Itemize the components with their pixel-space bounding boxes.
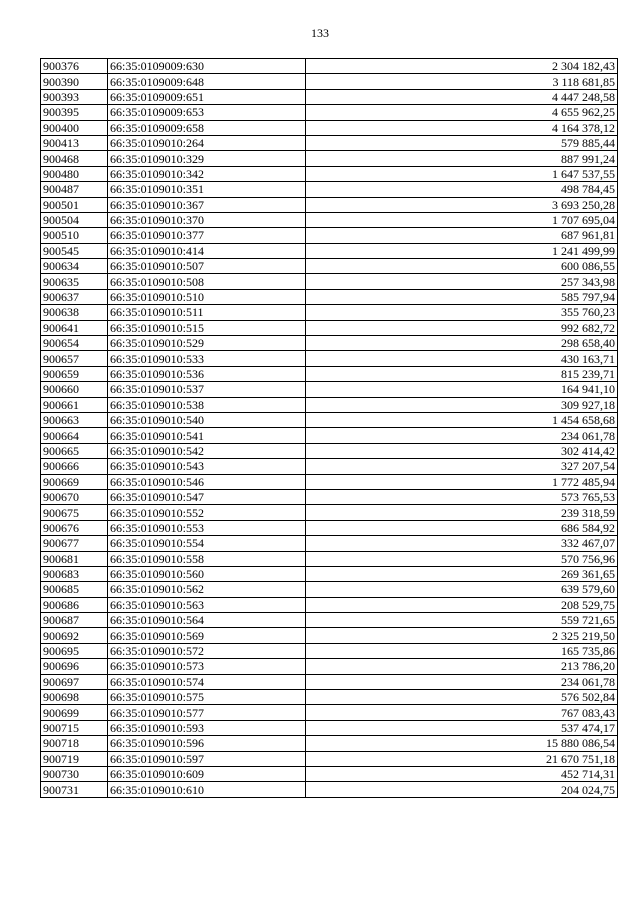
cadastral-number-cell: 66:35:0109010:529 [108,336,306,351]
record-id-cell: 900715 [41,720,108,735]
table-row [41,412,618,427]
table-row [41,120,618,135]
amount-cell: 332 467,07 [306,536,618,551]
record-id-cell: 900510 [41,228,108,243]
table-row [41,59,618,74]
amount-cell: 3 118 681,85 [306,74,618,89]
table-row [41,228,618,243]
cadastral-number-cell: 66:35:0109010:609 [108,766,306,781]
record-id-cell: 900730 [41,766,108,781]
cadastral-number-cell: 66:35:0109010:563 [108,597,306,612]
cadastral-number-cell: 66:35:0109010:511 [108,305,306,320]
amount-cell: 4 655 962,25 [306,105,618,120]
record-id-cell: 900687 [41,613,108,628]
amount-cell: 298 658,40 [306,336,618,351]
record-id-cell: 900400 [41,120,108,135]
cadastral-number-cell: 66:35:0109010:329 [108,151,306,166]
record-id-cell: 900468 [41,151,108,166]
amount-cell: 767 083,43 [306,705,618,720]
cadastral-number-cell: 66:35:0109010:564 [108,613,306,628]
cadastral-number-cell: 66:35:0109010:370 [108,212,306,227]
table-row [41,89,618,104]
record-id-cell: 900699 [41,705,108,720]
table-row [41,443,618,458]
record-id-cell: 900676 [41,520,108,535]
amount-cell: 585 797,94 [306,289,618,304]
record-id-cell: 900634 [41,259,108,274]
table-row [41,182,618,197]
table-row [41,597,618,612]
amount-cell: 559 721,65 [306,613,618,628]
cadastral-number-cell: 66:35:0109010:610 [108,782,306,797]
cadastral-number-cell: 66:35:0109010:560 [108,566,306,581]
record-id-cell: 900686 [41,597,108,612]
table-row [41,135,618,150]
record-id-cell: 900685 [41,582,108,597]
cadastral-number-cell: 66:35:0109010:536 [108,366,306,381]
table-row [41,690,618,705]
record-id-cell: 900719 [41,751,108,766]
record-id-cell: 900393 [41,89,108,104]
record-id-cell: 900654 [41,336,108,351]
cadastral-number-cell: 66:35:0109010:574 [108,674,306,689]
table-row [41,674,618,689]
record-id-cell: 900487 [41,182,108,197]
table-row [41,505,618,520]
record-id-cell: 900395 [41,105,108,120]
amount-cell: 302 414,42 [306,443,618,458]
record-id-cell: 900480 [41,166,108,181]
record-id-cell: 900661 [41,397,108,412]
amount-cell: 1 707 695,04 [306,212,618,227]
cadastral-number-cell: 66:35:0109010:541 [108,428,306,443]
amount-cell: 213 786,20 [306,659,618,674]
cadastral-number-cell: 66:35:0109010:542 [108,443,306,458]
table-body [41,59,618,798]
table-row [41,613,618,628]
table-row [41,751,618,766]
record-id-cell: 900696 [41,659,108,674]
cadastral-number-cell: 66:35:0109010:351 [108,182,306,197]
cadastral-number-cell: 66:35:0109010:546 [108,474,306,489]
record-id-cell: 900641 [41,320,108,335]
cadastral-number-cell: 66:35:0109010:264 [108,135,306,150]
cadastral-number-cell: 66:35:0109010:573 [108,659,306,674]
cadastral-number-cell: 66:35:0109009:630 [108,59,306,74]
amount-cell: 208 529,75 [306,597,618,612]
record-id-cell: 900413 [41,135,108,150]
amount-cell: 2 325 219,50 [306,628,618,643]
record-id-cell: 900692 [41,628,108,643]
amount-cell: 600 086,55 [306,259,618,274]
table-row [41,336,618,351]
record-id-cell: 900664 [41,428,108,443]
record-id-cell: 900638 [41,305,108,320]
cadastral-number-cell: 66:35:0109010:553 [108,520,306,535]
record-id-cell: 900670 [41,489,108,504]
cadastral-number-cell: 66:35:0109010:543 [108,459,306,474]
amount-cell: 815 239,71 [306,366,618,381]
amount-cell: 204 024,75 [306,782,618,797]
amount-cell: 639 579,60 [306,582,618,597]
amount-cell: 165 735,86 [306,643,618,658]
amount-cell: 570 756,96 [306,551,618,566]
amount-cell: 4 164 378,12 [306,120,618,135]
amount-cell: 573 765,53 [306,489,618,504]
cadastral-number-cell: 66:35:0109010:342 [108,166,306,181]
cadastral-number-cell: 66:35:0109010:515 [108,320,306,335]
record-id-cell: 900504 [41,212,108,227]
amount-cell: 21 670 751,18 [306,751,618,766]
record-id-cell: 900697 [41,674,108,689]
table-row [41,766,618,781]
record-id-cell: 900659 [41,366,108,381]
table-row [41,489,618,504]
table-row [41,305,618,320]
table-row [41,782,618,797]
table-row [41,643,618,658]
table-row [41,397,618,412]
data-table [40,58,618,798]
table-row [41,351,618,366]
cadastral-number-cell: 66:35:0109009:653 [108,105,306,120]
record-id-cell: 900665 [41,443,108,458]
table-row [41,320,618,335]
record-id-cell: 900663 [41,412,108,427]
record-id-cell: 900660 [41,382,108,397]
cadastral-number-cell: 66:35:0109010:367 [108,197,306,212]
table-row [41,582,618,597]
record-id-cell: 900731 [41,782,108,797]
table-row [41,74,618,89]
page-number: 133 [311,26,329,40]
amount-cell: 686 584,92 [306,520,618,535]
table-row [41,520,618,535]
record-id-cell: 900675 [41,505,108,520]
amount-cell: 164 941,10 [306,382,618,397]
amount-cell: 234 061,78 [306,674,618,689]
amount-cell: 1 647 537,55 [306,166,618,181]
table-row [41,705,618,720]
amount-cell: 269 361,65 [306,566,618,581]
cadastral-number-cell: 66:35:0109010:593 [108,720,306,735]
amount-cell: 1 772 485,94 [306,474,618,489]
amount-cell: 239 318,59 [306,505,618,520]
cadastral-number-cell: 66:35:0109010:537 [108,382,306,397]
record-id-cell: 900695 [41,643,108,658]
amount-cell: 234 061,78 [306,428,618,443]
table-row [41,151,618,166]
amount-cell: 15 880 086,54 [306,736,618,751]
table-row [41,289,618,304]
table-row [41,274,618,289]
cadastral-number-cell: 66:35:0109010:554 [108,536,306,551]
cadastral-number-cell: 66:35:0109010:508 [108,274,306,289]
record-id-cell: 900501 [41,197,108,212]
table-row [41,628,618,643]
table-row [41,243,618,258]
cadastral-number-cell: 66:35:0109010:558 [108,551,306,566]
amount-cell: 452 714,31 [306,766,618,781]
amount-cell: 687 961,81 [306,228,618,243]
record-id-cell: 900681 [41,551,108,566]
amount-cell: 579 885,44 [306,135,618,150]
table-row [41,366,618,381]
table-row [41,259,618,274]
cadastral-number-cell: 66:35:0109009:648 [108,74,306,89]
table-row [41,551,618,566]
cadastral-number-cell: 66:35:0109010:377 [108,228,306,243]
amount-cell: 4 447 248,58 [306,89,618,104]
table-row [41,659,618,674]
record-id-cell: 900698 [41,690,108,705]
cadastral-number-cell: 66:35:0109010:569 [108,628,306,643]
record-id-cell: 900376 [41,59,108,74]
cadastral-number-cell: 66:35:0109010:562 [108,582,306,597]
cadastral-number-cell: 66:35:0109010:572 [108,643,306,658]
cadastral-number-cell: 66:35:0109009:658 [108,120,306,135]
cadastral-number-cell: 66:35:0109010:414 [108,243,306,258]
amount-cell: 1 454 658,68 [306,412,618,427]
cadastral-number-cell: 66:35:0109010:533 [108,351,306,366]
amount-cell: 1 241 499,99 [306,243,618,258]
cadastral-number-cell: 66:35:0109009:651 [108,89,306,104]
amount-cell: 2 304 182,43 [306,59,618,74]
table-row [41,566,618,581]
record-id-cell: 900545 [41,243,108,258]
amount-cell: 430 163,71 [306,351,618,366]
cadastral-number-cell: 66:35:0109010:597 [108,751,306,766]
cadastral-number-cell: 66:35:0109010:596 [108,736,306,751]
amount-cell: 576 502,84 [306,690,618,705]
amount-cell: 309 927,18 [306,397,618,412]
table-row [41,197,618,212]
table-row [41,736,618,751]
table-row [41,459,618,474]
table-row [41,212,618,227]
amount-cell: 537 474,17 [306,720,618,735]
table-row [41,720,618,735]
record-id-cell: 900637 [41,289,108,304]
amount-cell: 355 760,23 [306,305,618,320]
record-id-cell: 900390 [41,74,108,89]
amount-cell: 498 784,45 [306,182,618,197]
table-row [41,474,618,489]
record-id-cell: 900677 [41,536,108,551]
cadastral-number-cell: 66:35:0109010:552 [108,505,306,520]
record-id-cell: 900683 [41,566,108,581]
cadastral-number-cell: 66:35:0109010:510 [108,289,306,304]
table-row [41,382,618,397]
amount-cell: 257 343,98 [306,274,618,289]
cadastral-number-cell: 66:35:0109010:507 [108,259,306,274]
cadastral-number-cell: 66:35:0109010:540 [108,412,306,427]
amount-cell: 3 693 250,28 [306,197,618,212]
record-id-cell: 900635 [41,274,108,289]
record-id-cell: 900657 [41,351,108,366]
cadastral-number-cell: 66:35:0109010:575 [108,690,306,705]
amount-cell: 992 682,72 [306,320,618,335]
record-id-cell: 900666 [41,459,108,474]
table-row [41,166,618,181]
table-row [41,428,618,443]
record-id-cell: 900669 [41,474,108,489]
cadastral-number-cell: 66:35:0109010:538 [108,397,306,412]
cadastral-number-cell: 66:35:0109010:577 [108,705,306,720]
table-row [41,536,618,551]
table-row [41,105,618,120]
record-id-cell: 900718 [41,736,108,751]
cadastral-number-cell: 66:35:0109010:547 [108,489,306,504]
amount-cell: 887 991,24 [306,151,618,166]
amount-cell: 327 207,54 [306,459,618,474]
